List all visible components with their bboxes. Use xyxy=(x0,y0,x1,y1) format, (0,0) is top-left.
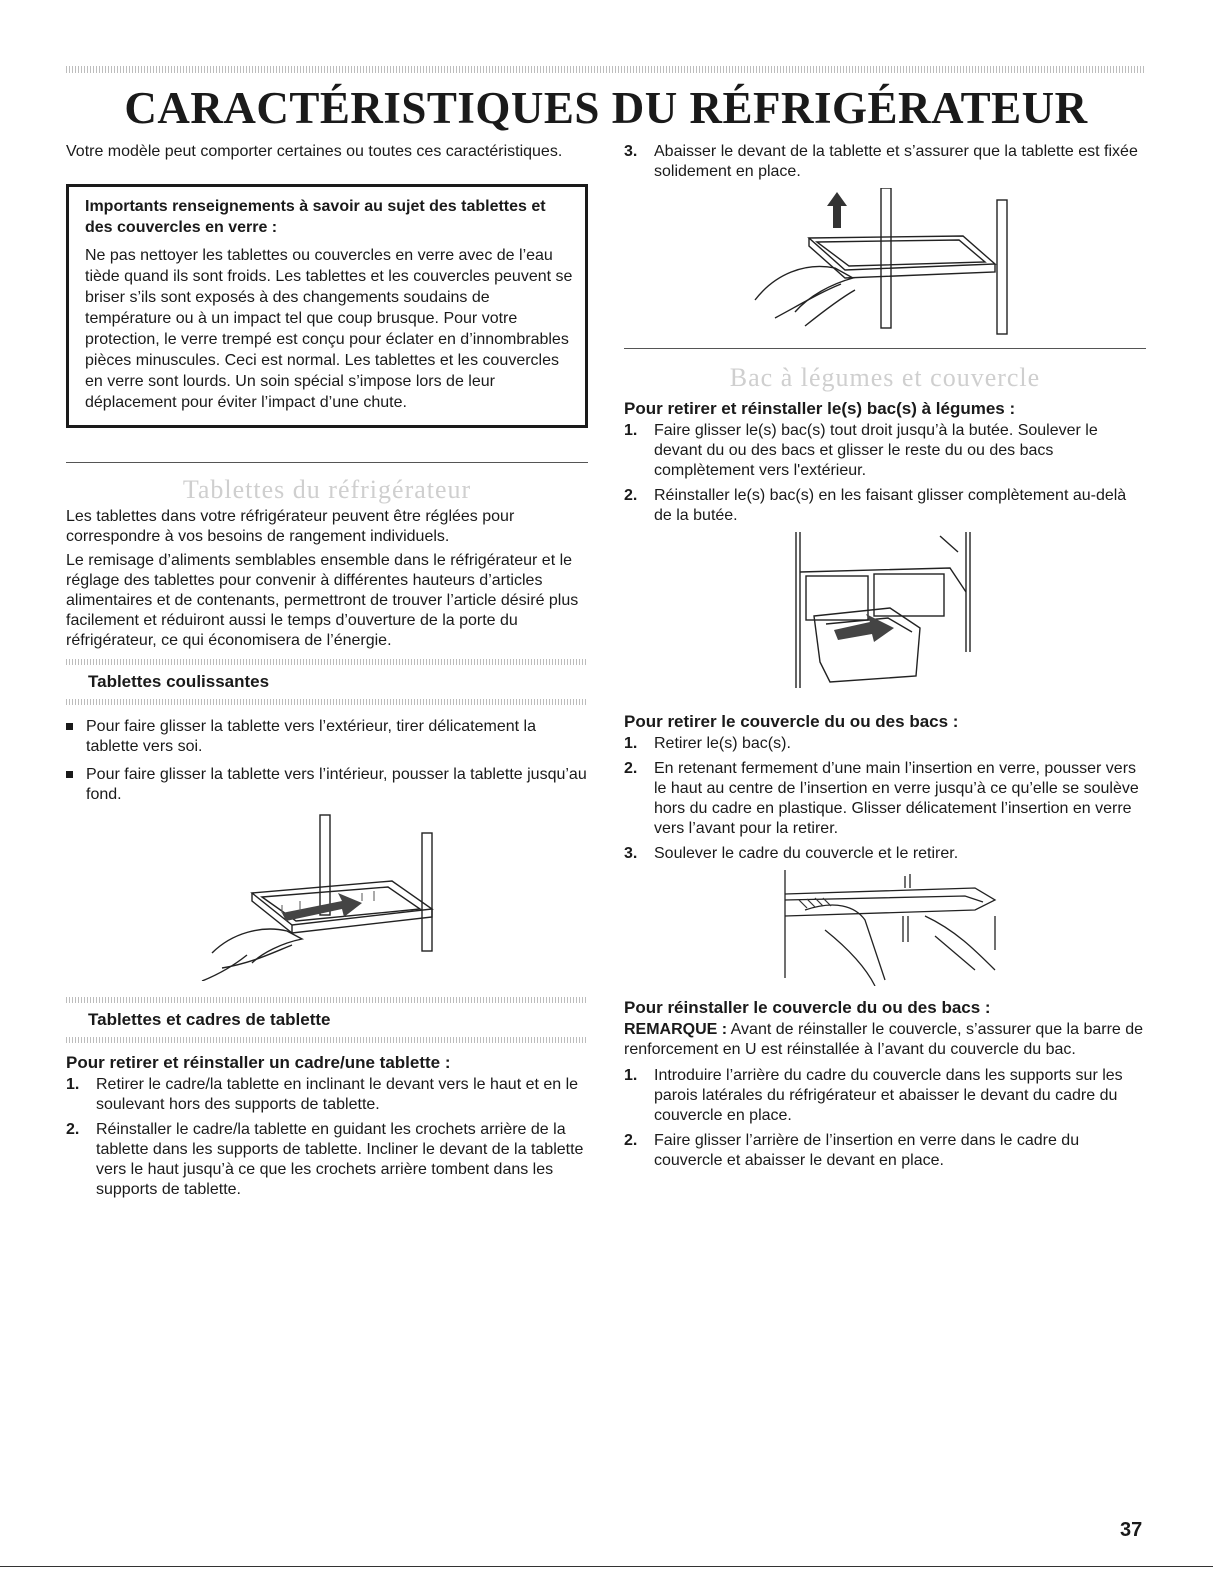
intro-text: Votre modèle peut comporter certaines ou toutes ces caractéristiques. xyxy=(66,143,563,160)
warning-body: Ne pas nettoyer les tablettes ou couvercles en verre avec de l’eau tiède quand ils sont froids. Les tablettes et les couvercles peuvent se briser s’ils sont exposés à des changements soudains de température ou à un impact tel que coup brusque. Pour votre protection, le verre trempé est conçu pour éclater en d’innombrables pièces minuscules. Ceci est normal. Les tablettes et les couvercles en verre sont lourds. Un soin spécial s’impose lors de leur déplacement pour éviter l’impact d’une chute. xyxy=(85,247,573,411)
frames-subheading: Pour retirer et réinstaller un cadre/une tablette : xyxy=(66,1053,451,1072)
cover-remove-steps xyxy=(624,734,1146,864)
glass-warning-box xyxy=(66,184,588,428)
list-item: 2. Faire glisser l’arrière de l’insertion en verre dans le cadre du couvercle et abaisser le devant en place. xyxy=(624,1132,1080,1169)
sliding-bullets xyxy=(66,717,588,805)
section-heading-shelves: Tablettes du réfrigérateur xyxy=(182,475,472,504)
list-item: Pour faire glisser la tablette vers l’intérieur, pousser la tablette jusqu’au fond. xyxy=(66,765,588,805)
shelf-lowering-illustration xyxy=(745,188,1025,336)
sliding-shelf-illustration xyxy=(192,813,462,981)
dotted-rule xyxy=(66,699,588,705)
section-heading-crisper: Bac à légumes et couvercle xyxy=(729,363,1041,392)
cover-install-note: REMARQUE : Avant de réinstaller le couvercle, s’assurer que la barre de renforcement en U est réinstallée à l’avant du couvercle du bac. xyxy=(624,1021,1144,1058)
crisper-drawer-illustration xyxy=(790,532,980,692)
frames-steps xyxy=(66,1075,588,1200)
list-item: 1. Retirer le(s) bac(s). xyxy=(624,735,791,752)
list-item: Pour faire glisser la tablette vers l’extérieur, tirer délicatement la tablette vers soi. xyxy=(66,717,588,757)
shelves-paragraph-2: Le remisage d’aliments semblables ensemble dans le réfrigérateur et le réglage des tablettes pour convenir à différentes hauteurs d’articles alimentaires et de contenants, permettront de trouver l’article désiré plus facilement et réduiront aussi le temps d’ouverture de la porte du réfrigérateur, ce qui économisera de l’énergie. xyxy=(66,552,579,649)
subsection-heading-sliding: Tablettes coulissantes xyxy=(88,672,270,691)
section-divider xyxy=(66,462,588,463)
list-item: 3. Soulever le cadre du couvercle et le retirer. xyxy=(624,845,959,862)
list-item: 1. Introduire l’arrière du cadre du couvercle dans les supports sur les parois latérales du réfrigérateur et abaisser le devant du cadre du couvercle en place. xyxy=(624,1067,1123,1124)
list-item: 2. Réinstaller le(s) bac(s) en les faisant glisser complètement au-delà de la butée. xyxy=(624,487,1127,524)
cover-install-steps xyxy=(624,1066,1146,1171)
bullet-square-icon xyxy=(66,723,73,730)
shelves-paragraph-1: Les tablettes dans votre réfrigérateur peuvent être réglées pour correspondre à vos besoins de rangement individuels. xyxy=(66,508,515,545)
list-item: 2. En retenant fermement d’une main l’insertion en verre, pousser vers le haut au centre de l’insertion en verre jusqu’à ce qu’elle se soulève hors du cadre en plastique. Glisser délicatement l’insertion en verre vers l’avant pour la retirer. xyxy=(624,760,1139,837)
frames-step-3 xyxy=(624,142,1146,182)
page-number: 37 xyxy=(1120,1519,1143,1541)
crisper-remove-heading: Pour retirer et réinstaller le(s) bac(s) à légumes : xyxy=(624,399,1016,418)
warning-heading: Importants renseignements à savoir au sujet des tablettes et des couvercles en verre : xyxy=(85,198,546,236)
bullet-square-icon xyxy=(66,771,73,778)
left-column xyxy=(66,142,588,1205)
crisper-remove-steps xyxy=(624,421,1146,526)
section-divider xyxy=(624,348,1146,349)
cover-install-heading: Pour réinstaller le couvercle du ou des bacs : xyxy=(624,998,991,1017)
subsection-heading-frames: Tablettes et cadres de tablette xyxy=(88,1010,331,1029)
page-title: CARACTÉRISTIQUES DU RÉFRIGÉRATEUR xyxy=(124,83,1088,133)
cover-remove-heading: Pour retirer le couvercle du ou des bacs : xyxy=(624,712,959,731)
dotted-rule xyxy=(66,1037,588,1043)
list-item: 3. Abaisser le devant de la tablette et s’assurer que la tablette est fixée solidement en place. xyxy=(624,143,1138,180)
list-item: 1. Faire glisser le(s) bac(s) tout droit jusqu’à la butée. Soulever le devant du ou des bacs et glisser le reste du ou des bacs complètement vers l'extérieur. xyxy=(624,422,1098,479)
crisper-cover-illustration xyxy=(765,870,1005,986)
footer-rule xyxy=(0,1566,1213,1567)
list-item: 1. Retirer le cadre/la tablette en inclinant le devant vers le haut et en le soulevant hors des supports de tablette. xyxy=(66,1076,579,1113)
right-column xyxy=(624,142,1146,1176)
header-dotted-rule xyxy=(66,66,1146,73)
list-item: 2. Réinstaller le cadre/la tablette en guidant les crochets arrière de la tablette dans les supports de tablette. Incliner le devant de la tablette vers le haut jusqu’à ce que les crochets arrière tombent dans les supports de tablette. xyxy=(66,1121,584,1198)
